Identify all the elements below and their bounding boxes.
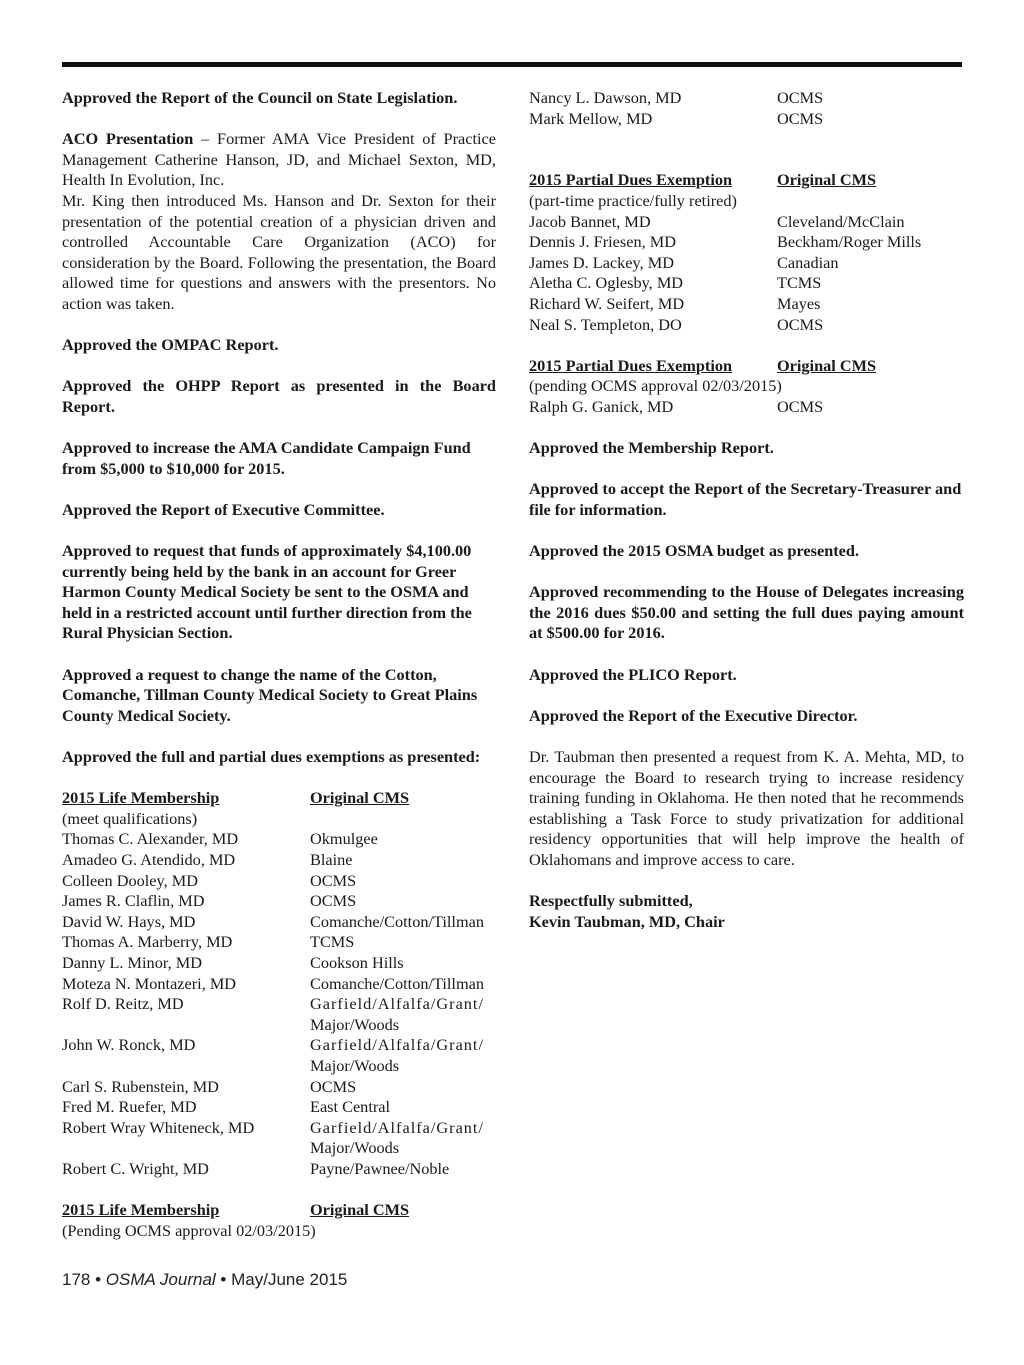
- partial-dues-cms-heading: Original CMS: [777, 170, 877, 190]
- life-membership-heading: 2015 Life Membership: [62, 788, 220, 808]
- member-name: James R. Claflin, MD: [62, 891, 205, 911]
- right-column: [529, 88, 964, 932]
- member-row: [529, 273, 964, 294]
- member-cms: [777, 273, 964, 294]
- life-membership-list: [62, 829, 496, 1179]
- member-row: [529, 397, 964, 418]
- member-cms: [310, 994, 496, 1035]
- member-cms-line: OCMS: [777, 396, 824, 416]
- member-row: [62, 953, 496, 974]
- member-name: Danny L. Minor, MD: [62, 952, 202, 972]
- member-cms: [310, 932, 496, 953]
- taubman-request: Dr. Taubman then presented a request from K. A. Mehta, MD, to encourage the Board to research trying to increase residency training funding in Oklahoma. He then noted that he recommends establishing a Task Force to study privatization for additional residency opportunities that will help improve the health of Oklahomans and improve access to care.: [529, 747, 964, 869]
- partial-dues-pending-qualifier: (pending OCMS approval 02/03/2015): [529, 376, 782, 396]
- member-cms: [310, 974, 496, 995]
- member-row: [529, 253, 964, 274]
- name-change-approval: Approved a request to change the name of the Cotton, Comanche, Tillman County Medical Society to Great Plains County Medical Society.: [62, 664, 478, 725]
- aco-body: Mr. King then introduced Ms. Hanson and Dr. Sexton for their presentation of the potential creation of a physician driven and controlled Accountable Care Organization (ACO) for consideration by the Board. Following the presentation, the Board allowed time for questions and answers with the presentors. No action was taken.: [62, 190, 496, 313]
- member-cms-line: Garfield/Alfalfa/Grant/: [310, 1035, 484, 1055]
- member-row: [529, 232, 964, 253]
- funds-transfer-approval: Approved to request that funds of approximately $4,100.00 currently being held by the bank in an account for Greer Harmon County Medical Society be sent to the OSMA and held in a restricted account until further direction from the Rural Physician Section.: [62, 541, 472, 643]
- member-cms-line: OCMS: [777, 108, 824, 128]
- member-cms: [310, 1159, 496, 1180]
- member-cms-line: OCMS: [310, 1076, 357, 1096]
- member-row: [529, 88, 964, 109]
- original-cms-pending-heading: Original CMS: [310, 1200, 410, 1220]
- member-row: [62, 994, 496, 1035]
- executive-director-approval: Approved the Report of the Executive Director.: [529, 705, 858, 725]
- dues-exemption-approval: Approved the full and partial dues exemptions as presented:: [62, 747, 481, 766]
- member-cms: [777, 232, 964, 253]
- aco-title: ACO Presentation: [62, 129, 194, 149]
- member-row: [62, 1077, 496, 1098]
- page-footer: 178 • OSMA Journal • May/June 2015: [62, 1270, 348, 1289]
- member-name: Robert C. Wright, MD: [62, 1158, 209, 1178]
- council-legislation-approval: Approved the Report of the Council on State Legislation.: [62, 88, 458, 107]
- aco-presentation: [62, 129, 496, 314]
- member-cms: [777, 212, 964, 233]
- membership-report-approval: Approved the Membership Report.: [529, 438, 774, 458]
- member-cms-line: OCMS: [777, 88, 824, 107]
- original-cms-heading: Original CMS: [310, 788, 410, 808]
- member-cms: [310, 891, 496, 912]
- member-cms: [777, 315, 964, 336]
- issue-date: May/June 2015: [231, 1270, 348, 1289]
- budget-approval: Approved the 2015 OSMA budget as presented.: [529, 541, 860, 561]
- life-membership-qualifier: (meet qualifications): [62, 808, 198, 828]
- partial-dues-heading: 2015 Partial Dues Exemption: [529, 170, 733, 190]
- member-name: Thomas C. Alexander, MD: [62, 829, 239, 849]
- member-name: Neal S. Templeton, DO: [529, 314, 682, 334]
- member-cms-line: Comanche/Cotton/Tillman: [310, 973, 484, 993]
- member-cms: [310, 871, 496, 892]
- member-cms-line: Okmulgee: [310, 829, 378, 849]
- signer-line: Kevin Taubman, MD, Chair: [529, 911, 725, 931]
- member-cms-line: Canadian: [777, 252, 839, 272]
- member-name: Moteza N. Montazeri, MD: [62, 973, 237, 993]
- member-cms-line-2: Major/Woods: [310, 1055, 400, 1075]
- member-name: Jacob Bannet, MD: [529, 211, 651, 231]
- member-cms-line: TCMS: [777, 273, 822, 293]
- member-cms: [777, 253, 964, 274]
- plico-approval: Approved the PLICO Report.: [529, 664, 737, 684]
- left-column: [62, 88, 496, 1241]
- member-cms-line: Cookson Hills: [310, 952, 404, 972]
- member-cms-line: OCMS: [777, 314, 824, 334]
- member-cms-line: Beckham/Roger Mills: [777, 232, 922, 252]
- dues-increase-approval: Approved recommending to the House of Delegates increasing the 2016 dues $50.00 and setting the full dues paying amount at $500.00 for 2016.: [529, 582, 964, 643]
- journal-name: OSMA Journal: [105, 1270, 216, 1289]
- member-cms: [777, 88, 964, 109]
- member-row: [62, 1035, 496, 1076]
- member-cms: [310, 1077, 496, 1098]
- member-cms: [777, 294, 964, 315]
- member-cms: [310, 1035, 496, 1076]
- member-cms: [310, 912, 496, 933]
- member-cms-line: Garfield/Alfalfa/Grant/: [310, 994, 484, 1014]
- member-cms-line: Blaine: [310, 849, 353, 869]
- member-cms: [777, 397, 964, 418]
- member-name: David W. Hays, MD: [62, 911, 196, 931]
- member-row: [529, 294, 964, 315]
- member-cms: [310, 850, 496, 871]
- partial-dues-header: [529, 170, 964, 191]
- member-cms-line: Payne/Pawnee/Noble: [310, 1158, 450, 1178]
- page-number: 178: [62, 1270, 91, 1289]
- member-name: John W. Ronck, MD: [62, 1035, 196, 1055]
- member-name: James D. Lackey, MD: [529, 252, 674, 272]
- member-row: [62, 912, 496, 933]
- member-row: [62, 1118, 496, 1159]
- top-rule: [62, 62, 962, 67]
- closing-line: Respectfully submitted,: [529, 891, 693, 911]
- life-membership-pending-qualifier: (Pending OCMS approval 02/03/2015): [62, 1220, 316, 1240]
- member-name: Mark Mellow, MD: [529, 108, 653, 128]
- member-cms-line-2: Major/Woods: [310, 1014, 400, 1034]
- aco-intro: – Former AMA Vice President of Practice Management Catherine Hanson, JD, and Michael Sexton, MD, Health In Evolution, Inc.: [62, 129, 496, 190]
- partial-dues-pending-heading: 2015 Partial Dues Exemption: [529, 355, 733, 375]
- member-cms-line: OCMS: [310, 891, 357, 911]
- partial-dues-pending-list: [529, 397, 964, 418]
- member-name: Nancy L. Dawson, MD: [529, 88, 682, 107]
- member-cms: [777, 109, 964, 130]
- ohpp-approval: Approved the OHPP Report as presented in the Board Report.: [62, 376, 496, 416]
- member-name: Ralph G. Ganick, MD: [529, 396, 674, 416]
- member-cms: [310, 1118, 496, 1159]
- member-row: [62, 871, 496, 892]
- member-row: [62, 932, 496, 953]
- partial-dues-qualifier: (part-time practice/fully retired): [529, 190, 737, 210]
- continued-member-list: [529, 88, 964, 129]
- member-name: Dennis J. Friesen, MD: [529, 232, 676, 252]
- member-name: Thomas A. Marberry, MD: [62, 932, 233, 952]
- member-cms-line: Cleveland/McClain: [777, 211, 905, 231]
- member-cms-line: East Central: [310, 1097, 391, 1117]
- member-row: [62, 1159, 496, 1180]
- partial-dues-pending-cms-heading: Original CMS: [777, 355, 877, 375]
- member-name: Colleen Dooley, MD: [62, 870, 198, 890]
- member-row: [62, 850, 496, 871]
- member-name: Richard W. Seifert, MD: [529, 293, 685, 313]
- member-cms-line: Garfield/Alfalfa/Grant/: [310, 1117, 484, 1137]
- secretary-treasurer-approval: Approved to accept the Report of the Secretary-Treasurer and file for information.: [529, 479, 962, 519]
- member-row: [62, 829, 496, 850]
- member-cms-line: TCMS: [310, 932, 355, 952]
- member-name: Amadeo G. Atendido, MD: [62, 849, 236, 869]
- member-cms-line: OCMS: [310, 870, 357, 890]
- member-cms-line-2: Major/Woods: [310, 1138, 400, 1158]
- member-name: Carl S. Rubenstein, MD: [62, 1076, 219, 1096]
- member-cms: [310, 1097, 496, 1118]
- member-row: [529, 212, 964, 233]
- ompac-approval: Approved the OMPAC Report.: [62, 335, 279, 355]
- partial-dues-pending-header: [529, 356, 964, 377]
- member-name: Robert Wray Whiteneck, MD: [62, 1117, 255, 1137]
- member-cms: [310, 953, 496, 974]
- partial-dues-list: [529, 212, 964, 336]
- life-membership-pending-heading: 2015 Life Membership: [62, 1200, 220, 1220]
- member-row: [62, 974, 496, 995]
- life-membership-pending-header: [62, 1200, 496, 1221]
- member-row: [529, 315, 964, 336]
- member-row: [62, 891, 496, 912]
- executive-committee-approval: Approved the Report of Executive Committee.: [62, 499, 385, 519]
- member-cms-line: Comanche/Cotton/Tillman: [310, 911, 484, 931]
- member-row: [529, 109, 964, 130]
- life-membership-header: [62, 788, 496, 809]
- member-name: Aletha C. Oglesby, MD: [529, 273, 684, 293]
- member-name: Rolf D. Reitz, MD: [62, 994, 184, 1014]
- member-cms: [310, 829, 496, 850]
- ama-fund-approval: Approved to increase the AMA Candidate Campaign Fund from $5,000 to $10,000 for 2015.: [62, 438, 471, 478]
- member-name: Fred M. Ruefer, MD: [62, 1097, 197, 1117]
- member-row: [62, 1097, 496, 1118]
- member-cms-line: Mayes: [777, 293, 821, 313]
